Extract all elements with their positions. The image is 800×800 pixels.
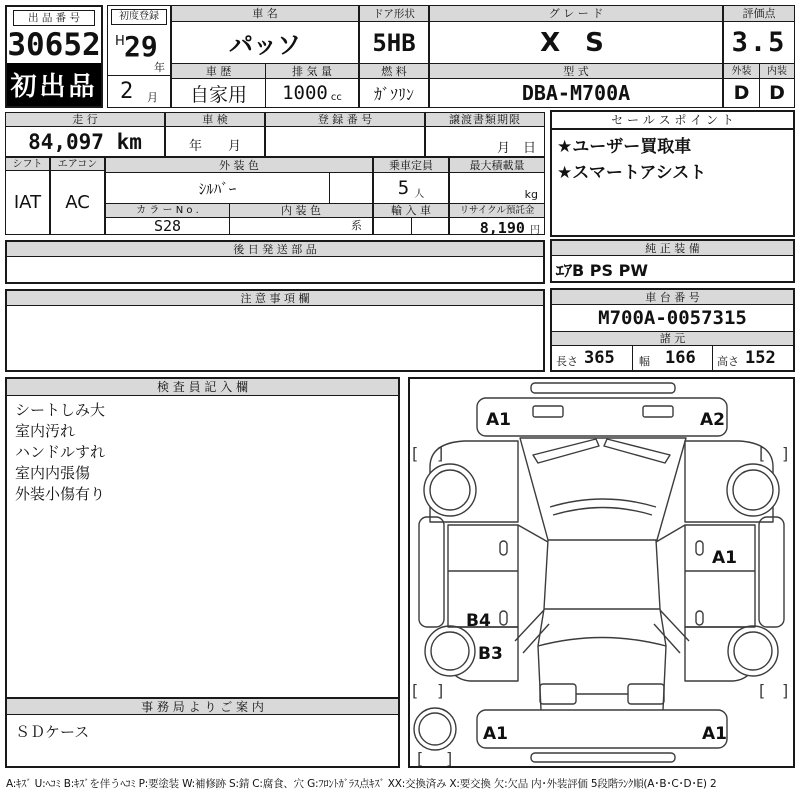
bracket-mark: ] xyxy=(446,749,453,766)
damage-label-front-left: A1 xyxy=(486,410,511,430)
max-load-label: 最大積載量 xyxy=(450,158,544,173)
right-front-door-handle xyxy=(696,541,703,555)
right-rocker xyxy=(759,517,784,627)
bracket-mark: [ xyxy=(412,444,419,463)
mileage-value: 84,097 km xyxy=(28,129,142,154)
left-rocker xyxy=(419,517,444,627)
sales-point-item: ★スマートアシスト xyxy=(557,163,707,183)
capacity-unit: 人 xyxy=(414,188,425,200)
inspector-note: ハンドルすれ xyxy=(15,443,106,461)
damage-label-rear-right: A1 xyxy=(702,724,727,744)
right-front-wheel xyxy=(727,464,779,516)
bracket-mark: [ xyxy=(412,681,419,700)
score-value: 3.5 xyxy=(731,27,787,58)
shift-value: IAT xyxy=(13,192,42,213)
aircon-label: エアコン xyxy=(51,158,104,171)
capacity-box xyxy=(373,157,449,235)
month-unit: 月 xyxy=(147,91,158,104)
max-load-box xyxy=(449,157,545,235)
door-shape-label: ドア形状 xyxy=(360,6,428,22)
damage-diagram-panel xyxy=(408,377,795,768)
height-cell xyxy=(712,346,793,370)
caution-box xyxy=(5,289,545,372)
rear-trim-bar xyxy=(531,753,675,762)
caution-label: 注 意 事 項 欄 xyxy=(7,291,543,306)
height-value: 152 xyxy=(745,348,776,368)
height-label: 高さ xyxy=(717,355,739,368)
damage-label-left-rear-door: B4 xyxy=(466,611,491,631)
caution-value xyxy=(7,306,543,370)
right-doors xyxy=(685,525,755,627)
grade-label: グ レ ー ド xyxy=(430,6,722,22)
registration-number-label: 登 録 番 号 xyxy=(266,113,424,127)
dimensions-label: 諸 元 xyxy=(552,331,793,346)
registration-number-box xyxy=(265,112,425,157)
inspector-note: 外装小傷有り xyxy=(15,485,106,503)
grade-box xyxy=(429,5,723,108)
recycle-fee-unit: 円 xyxy=(530,225,540,236)
auction-number-label: 出 品 番 号 xyxy=(13,10,95,26)
transfer-deadline-label: 譲渡書類期限 xyxy=(426,113,544,127)
displacement-unit: cc xyxy=(330,91,342,103)
office-notice-value: ＳＤケース xyxy=(15,723,90,741)
import-value-divider xyxy=(411,218,448,234)
interior-grade: D xyxy=(759,79,794,107)
era-letter: H xyxy=(115,34,125,49)
later-shipped-parts-box xyxy=(5,240,545,284)
interior-color-value: 系 xyxy=(229,218,372,234)
score-box xyxy=(723,5,795,108)
door-shape-box xyxy=(359,5,429,108)
fuel-value: ｶﾞｿﾘﾝ xyxy=(373,84,414,104)
transfer-deadline-value: 月 日 xyxy=(496,141,536,156)
sales-points-panel xyxy=(550,110,795,237)
bracket-mark: ] xyxy=(437,444,444,463)
displacement-value xyxy=(265,79,358,107)
genuine-equipment-label: 純 正 装 備 xyxy=(552,241,793,256)
chassis-number-label: 車 台 番 号 xyxy=(552,290,793,305)
left-rear-wheel xyxy=(425,626,475,676)
car-outline-diagram xyxy=(410,379,793,766)
door-shape-value: 5HB xyxy=(372,28,416,57)
max-load-unit: kg xyxy=(524,188,538,201)
front-bumper xyxy=(477,398,727,436)
inspection-value: 年 月 xyxy=(188,139,241,154)
inspector-note: 室内汚れ xyxy=(15,422,76,440)
auction-number: 30652 xyxy=(7,26,101,63)
exterior-color-label: 外 装 色 xyxy=(106,158,372,173)
shift-label: シフト xyxy=(6,158,49,171)
year-unit: 年 xyxy=(154,61,165,74)
exterior-grade: D xyxy=(733,82,750,104)
grade-value: X S xyxy=(540,27,612,58)
first-registration-label: 初度登録 xyxy=(111,9,167,25)
score-label: 評価点 xyxy=(724,6,794,22)
recycle-fee-label: リサイクル預託金 xyxy=(450,203,544,218)
color-no-value: S28 xyxy=(153,217,182,235)
roof-right-edge xyxy=(656,540,666,646)
registration-number-value xyxy=(266,127,424,156)
capacity-label: 乗車定員 xyxy=(374,158,448,173)
inspector-note: シートしみ大 xyxy=(15,401,106,419)
interior-label: 内装 xyxy=(759,63,794,79)
import-value-cell xyxy=(374,218,448,234)
rear-plate-right-lamp xyxy=(628,684,664,704)
left-wiper xyxy=(533,439,599,463)
inspector-note: 室内内張傷 xyxy=(15,464,91,482)
sales-point-item: ★ユーザー買取車 xyxy=(557,137,692,157)
inspector-label: 検 査 員 記 入 欄 xyxy=(7,379,398,396)
shift-box xyxy=(5,157,50,235)
inspection-box xyxy=(165,112,265,157)
car-name-label: 車 名 xyxy=(172,6,358,22)
later-shipped-parts-label: 後 日 発 送 部 品 xyxy=(7,242,543,257)
left-front-door-handle xyxy=(500,541,507,555)
interior-color-label: 内 装 色 xyxy=(229,203,372,218)
genuine-equipment-panel xyxy=(550,239,795,283)
history-label: 車 歴 xyxy=(172,63,265,79)
later-shipped-parts-value xyxy=(7,257,543,282)
aircon-value: AC xyxy=(65,192,90,213)
damage-label-right-front-door: A1 xyxy=(712,548,737,568)
model-code-label: 型 式 xyxy=(430,63,722,79)
spare-tire xyxy=(414,708,456,750)
rear-bumper xyxy=(477,710,727,748)
width-value: 166 xyxy=(665,348,696,368)
displacement-label: 排 気 量 xyxy=(265,63,358,79)
right-rear-wheel xyxy=(728,626,778,676)
displacement-number: 1000 xyxy=(282,82,328,104)
mileage-label: 走 行 xyxy=(6,113,164,127)
chassis-number-value: M700A-0057315 xyxy=(598,307,747,329)
rear-plate-left-lamp xyxy=(540,684,576,704)
width-cell xyxy=(632,346,712,370)
fuel-label: 燃 料 xyxy=(360,63,428,79)
bracket-mark: ] xyxy=(437,681,444,700)
import-label: 輸 入 車 xyxy=(374,203,448,218)
model-code-value: DBA-M700A xyxy=(521,81,631,105)
inspection-label: 車 検 xyxy=(166,113,264,127)
recycle-fee-value: 8,190 xyxy=(479,219,525,237)
damage-code-legend: A:ｷｽﾞ U:ﾍｺﾐ B:ｷｽﾞを伴うﾍｺﾐ P:要塗装 W:補修跡 S:錆 C:腐食、穴 G:ﾌﾛﾝﾄｶﾞﾗｽ点ｷｽﾞ XX:交換済み X:要交換 欠:欠品 内･外装評価 5段階ﾗﾝｸ順(A･B･C･D･E) 2 xyxy=(6,778,717,790)
bracket-mark: [ xyxy=(759,681,766,700)
exterior-label: 外装 xyxy=(724,63,759,79)
mileage-box xyxy=(5,112,165,157)
front-trim-bar xyxy=(531,383,675,393)
bracket-mark: ] xyxy=(782,444,789,463)
chassis-panel xyxy=(550,288,795,372)
recycle-fee-cell xyxy=(450,218,540,237)
auction-number-box xyxy=(5,5,103,108)
length-cell xyxy=(552,346,632,370)
length-label: 長さ xyxy=(556,355,578,368)
left-rear-door-handle xyxy=(500,611,507,625)
office-notice-label: 事 務 局 よ り ご 案 内 xyxy=(7,697,398,715)
first-registration-box xyxy=(107,5,171,108)
inspector-panel xyxy=(5,377,400,768)
aircon-box xyxy=(50,157,105,235)
dimensions-row xyxy=(552,346,793,370)
bracket-mark: ] xyxy=(782,681,789,700)
right-rear-door-handle xyxy=(696,611,703,625)
exterior-color-value: ｼﾙﾊﾞｰ xyxy=(198,179,237,198)
capacity-value-cell xyxy=(374,173,448,203)
sales-points-label: セ ー ル ス ポ イ ン ト xyxy=(552,112,793,130)
right-wiper xyxy=(604,439,670,463)
car-name-box xyxy=(171,5,359,108)
capacity-value: 5 xyxy=(397,177,410,199)
exterior-color-extra-cell xyxy=(329,173,372,203)
bracket-mark: [ xyxy=(759,444,766,463)
damage-label-rear-left: A1 xyxy=(483,724,508,744)
car-name: パッソ xyxy=(229,31,301,59)
first-listing-badge: 初出品 xyxy=(7,63,101,106)
length-value: 365 xyxy=(584,348,615,368)
genuine-equipment-value: ｴｱB PS PW xyxy=(556,261,648,280)
first-registration-month: 2 xyxy=(120,79,134,104)
color-box xyxy=(105,157,373,235)
transfer-deadline-box xyxy=(425,112,545,157)
history-value: 自家用 xyxy=(189,83,247,106)
first-registration-year: 29 xyxy=(124,30,158,63)
width-label: 幅 xyxy=(639,355,650,368)
damage-label-front-right: A2 xyxy=(700,410,725,430)
bracket-mark: [ xyxy=(417,749,424,766)
rear-glass xyxy=(538,638,666,647)
color-no-label: カ ラ ー N o . xyxy=(106,203,229,218)
left-front-wheel xyxy=(424,464,476,516)
damage-label-left-quarter: B3 xyxy=(478,644,503,664)
